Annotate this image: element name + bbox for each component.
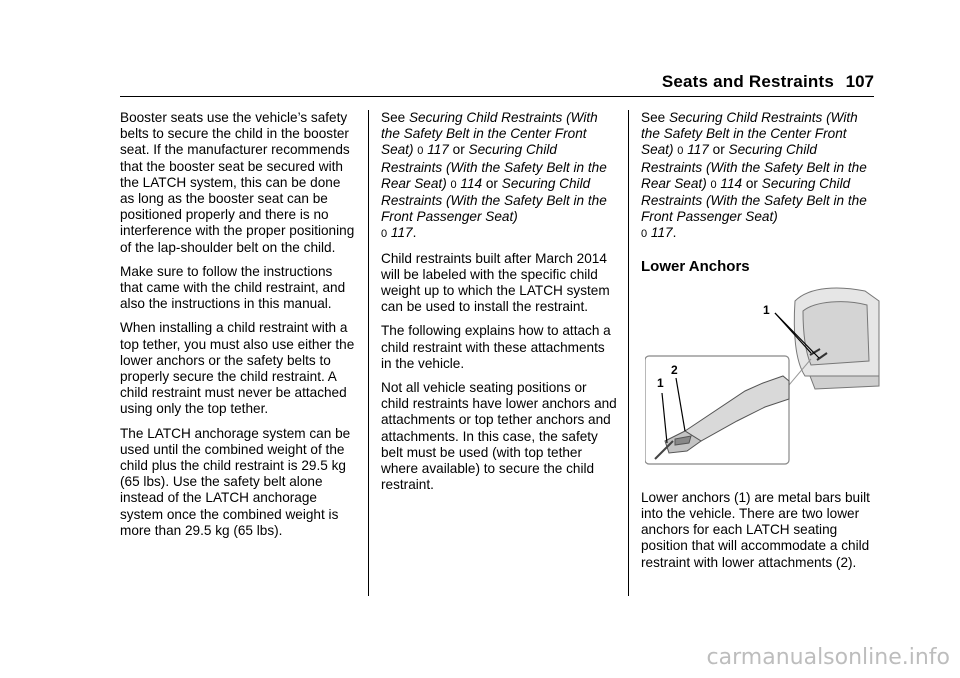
page-ref-114[interactable]: 114 [720, 175, 743, 191]
paragraph-cross-reference [641, 110, 877, 243]
page-arrow-icon: 0 [710, 178, 717, 191]
see-word: See [641, 110, 666, 125]
column-2 [381, 110, 617, 501]
link-front-passenger-seat[interactable]: Securing Child Restraints (With the Safety Belt in the Front Passenger Seat) [641, 175, 867, 225]
page-arrow-icon: 0 [417, 145, 424, 158]
page-ref-117[interactable]: 117 [650, 225, 673, 241]
paragraph-booster-seats: Booster seats use the vehicle’s safety belts to secure the child in the booster seat. If the manufacturer recommends that the booster seat be secured with the LATCH system, this can be done as long as the booster seat can be positioned properly and there is no interference with the proper positioning of the lap-shoulder belt on the child. [120, 110, 355, 255]
watermark: carmanualsonline.info [706, 645, 950, 670]
paragraph-lower-anchors-description: Lower anchors (1) are metal bars built into the vehicle. There are two lower anchors for each LATCH seating position that will accommodate a child restraint with lower attachments (2). [641, 489, 870, 570]
or-word: or [485, 175, 498, 191]
page-ref-114[interactable]: 114 [460, 175, 483, 191]
section-title-lower-anchors: Lower Anchors [641, 257, 750, 275]
link-center-front-seat[interactable]: Securing Child Restraints (With the Safety Belt in the Center Front Seat) [641, 110, 858, 158]
lower-anchors-illustration [645, 281, 881, 466]
column-divider-1 [368, 110, 369, 596]
paragraph-top-tether: When installing a child restraint with a top tether, you must also use either the lower anchors or the safety belts to properly secure the child restraint. A child restraint must never be attached using only the top tether. [120, 320, 355, 417]
page-arrow-icon: 0 [381, 228, 388, 241]
paragraph-cross-reference [381, 110, 617, 243]
period: . [672, 225, 677, 241]
or-word: or [745, 175, 758, 191]
page-arrow-icon: 0 [450, 178, 457, 191]
figure-label-attachment: 2 [671, 363, 678, 377]
column-divider-2 [628, 110, 629, 596]
link-front-passenger-seat[interactable]: Securing Child Restraints (With the Safety Belt in the Front Passenger Seat) [381, 175, 607, 225]
page-ref-117[interactable]: 117 [687, 142, 709, 158]
child-seat-icon [794, 288, 879, 389]
or-word: or [712, 142, 725, 158]
page-ref-117[interactable]: 117 [390, 225, 413, 241]
page-arrow-icon: 0 [641, 228, 648, 241]
figure-label-anchor: 1 [763, 303, 770, 317]
paragraph-how-to-attach: The following explains how to attach a child restraint with these attachments in the vehicle. [381, 323, 611, 371]
period: . [412, 225, 417, 241]
or-word: or [452, 142, 465, 158]
page-header [0, 0, 960, 100]
figure-label-anchor-detail: 1 [657, 376, 664, 390]
paragraph-follow-instructions: Make sure to follow the instructions that came with the child restraint, and also the instructions in this manual. [120, 263, 346, 312]
header-rule [120, 96, 874, 97]
page-arrow-icon: 0 [677, 145, 684, 158]
link-center-front-seat[interactable]: Securing Child Restraints (With the Safety Belt in the Center Front Seat) [381, 110, 598, 158]
paragraph-restraints-2014: Child restraints built after March 2014 will be labeled with the specific child weight up to which the LATCH system can be used to install the restraint. [381, 250, 610, 315]
see-word: See [381, 110, 406, 125]
paragraph-latch-weight: The LATCH anchorage system can be used until the combined weight of the child plus the child restraint is 29.5 kg (65 lbs). Use the safety belt alone instead of the LATCH anchorage system once the combined weight is more than 29.5 kg (65 lbs). [120, 425, 351, 538]
page-ref-117[interactable]: 117 [427, 142, 449, 158]
column-1 [120, 110, 356, 547]
link-rear-seat[interactable]: Securing Child Restraints (With the Safety Belt in the Rear Seat) [641, 142, 867, 191]
link-rear-seat[interactable]: Securing Child Restraints (With the Safety Belt in the Rear Seat) [381, 142, 607, 191]
paragraph-not-all-positions: Not all vehicle seating positions or child restraints have lower anchors and attachments or top tether anchors and attachments. In this case, the safety belt must be used (with top tether where available) to secure the child restraint. [381, 380, 617, 493]
page-number: 107 [845, 72, 874, 91]
header-title: Seats and Restraints [661, 72, 834, 91]
